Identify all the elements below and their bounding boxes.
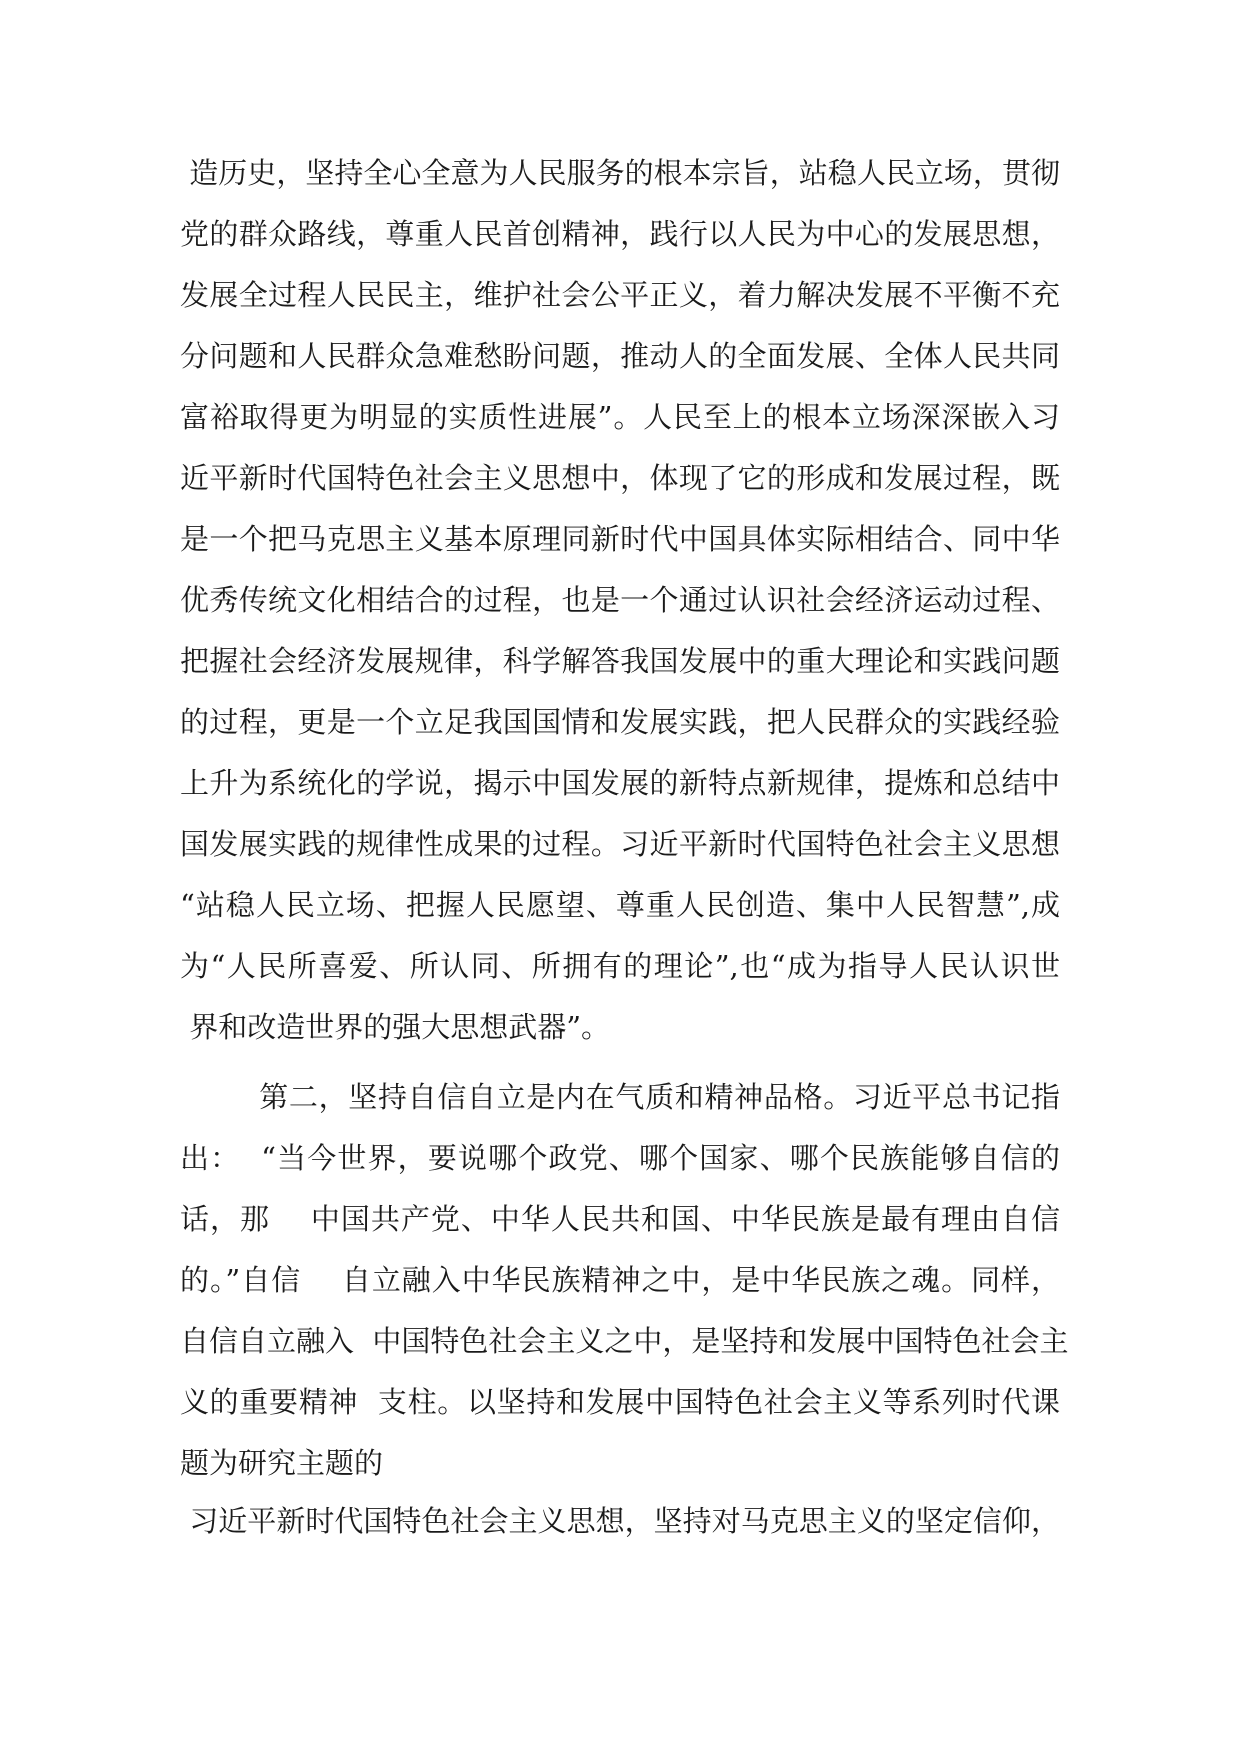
text-line: 上升为系统化的学说，揭示中国发展的新特点新规律，提炼和总结中 <box>180 766 1060 800</box>
text-line: 自信自立融入 中国特色社会主义之中，是坚持和发展中国特色社会主 <box>180 1324 1069 1358</box>
text-line: 的。”自信 自立融入中华民族精神之中，是中华民族之魂。同样， <box>180 1263 1060 1297</box>
text-line: 是一个把马克思主义基本原理同新时代中国具体实际相结合、同中华 <box>180 522 1060 556</box>
text-line: 发展全过程人民民主，维护社会公平正义，着力解决发展不平衡不充 <box>180 278 1060 312</box>
text-line: 界和改造世界的强大思想武器”。 <box>180 1010 611 1044</box>
text-line: 近平新时代国特色社会主义思想中，体现了它的形成和发展过程，既 <box>180 461 1060 495</box>
text-line: 义的重要精神 支柱。以坚持和发展中国特色社会主义等系列时代课 <box>180 1385 1060 1419</box>
text-line: 造历史，坚持全心全意为人民服务的根本宗旨，站稳人民立场，贯彻 <box>180 156 1060 190</box>
text-line: 富裕取得更为明显的实质性进展”。人民至上的根本立场深深嵌入习 <box>180 400 1060 434</box>
text-line: 出： “当今世界，要说哪个政党、哪个国家、哪个民族能够自信的 <box>180 1141 1060 1175</box>
text-line: 分问题和人民群众急难愁盼问题，推动人的全面发展、全体人民共同 <box>180 339 1060 373</box>
text-line: 优秀传统文化相结合的过程，也是一个通过认识社会经济运动过程、 <box>180 583 1060 617</box>
text-line: “站稳人民立场、把握人民愿望、尊重人民创造、集中人民智慧”,成 <box>180 888 1060 922</box>
text-line: 国发展实践的规律性成果的过程。习近平新时代国特色社会主义思想 <box>180 827 1060 861</box>
text-line: 的过程，更是一个立足我国国情和发展实践，把人民群众的实践经验 <box>180 705 1060 739</box>
text-line: 习近平新时代国特色社会主义思想，坚持对马克思主义的坚定信仰， <box>180 1504 1060 1538</box>
text-line: 题为研究主题的 <box>180 1446 384 1480</box>
text-line: 为“人民所喜爱、所认同、所拥有的理论”,也“成为指导人民认识世 <box>180 949 1060 983</box>
text-line: 话，那 中国共产党、中华人民共和国、中华民族是最有理由自信 <box>180 1202 1060 1236</box>
text-line: 第二，坚持自信自立是内在气质和精神品格。习近平总书记指 <box>180 1080 1060 1114</box>
text-line: 党的群众路线，尊重人民首创精神，践行以人民为中心的发展思想， <box>180 217 1060 251</box>
text-line: 把握社会经济发展规律，科学解答我国发展中的重大理论和实践问题 <box>180 644 1060 678</box>
